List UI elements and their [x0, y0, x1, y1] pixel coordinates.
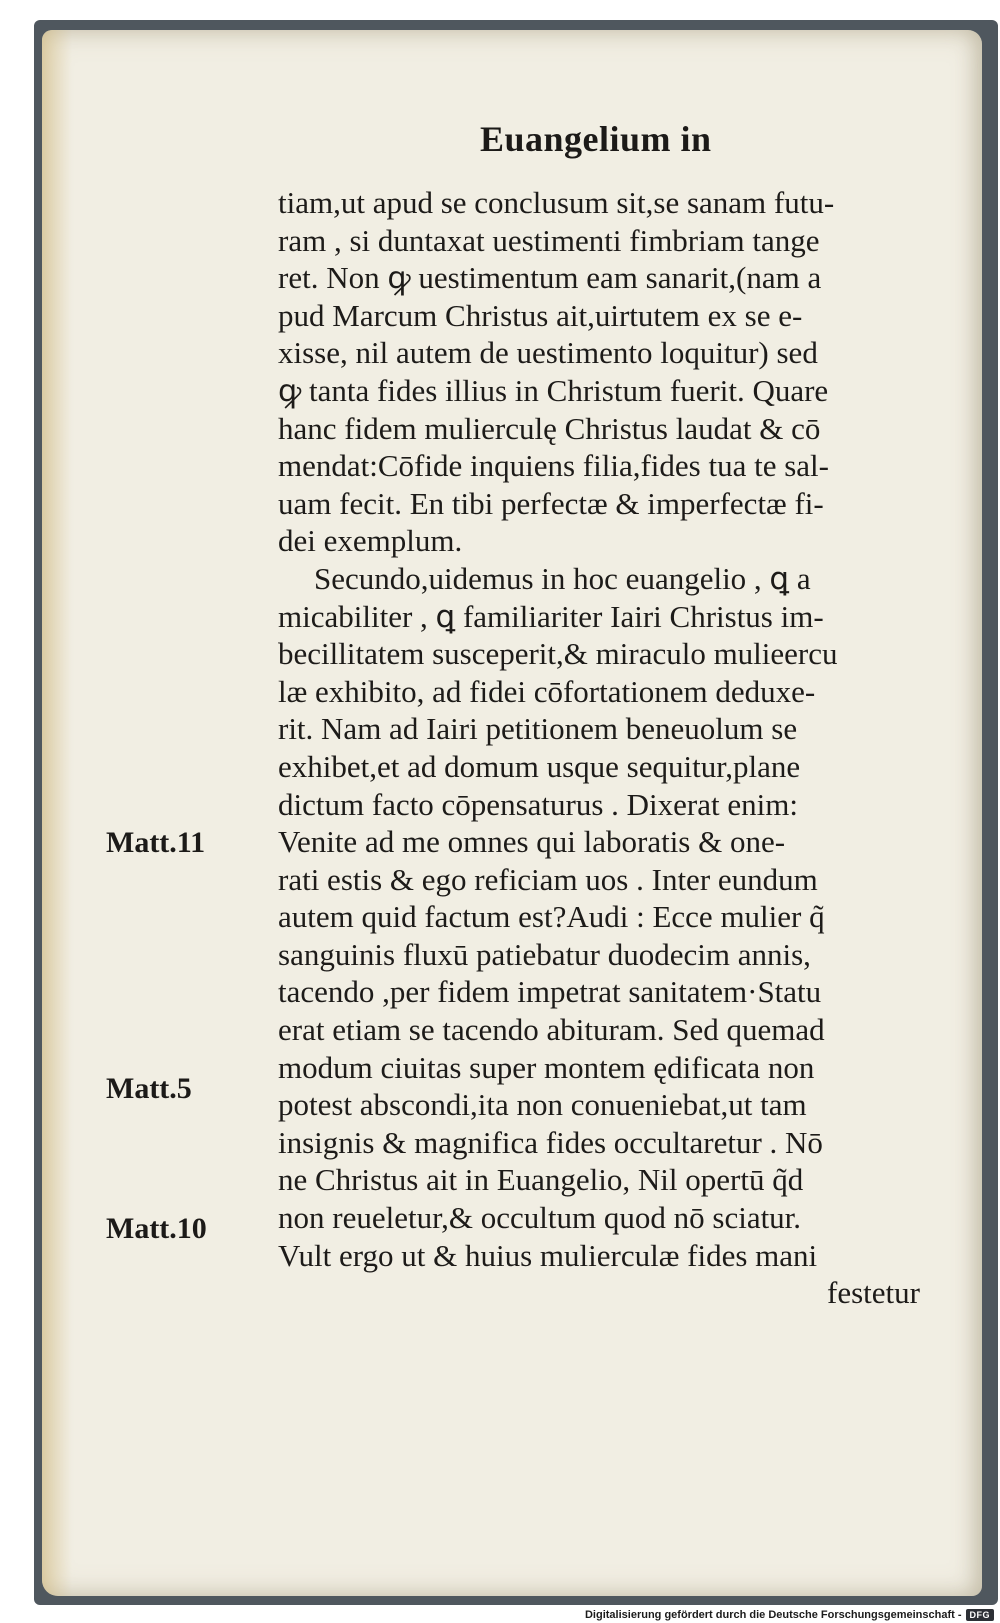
- text-line: tiam,ut apud se conclusum sit,se sanam futu-: [278, 185, 835, 220]
- footer-credit: [585, 1609, 994, 1621]
- text-line: xisse, nil autem de uestimento loquitur) sed: [278, 335, 818, 371]
- text-line: rati estis & ego reficiam uos . Inter eundum: [278, 861, 818, 897]
- text-line: insignis & magnifica fides occultaretur . Nō: [278, 1124, 823, 1160]
- text-line: pud Marcum Christus ait,uirtutem ex se e-: [278, 297, 803, 333]
- text-line: potest abscondi,ita non conueniebat,ut tam: [278, 1087, 807, 1123]
- text-line: rit. Nam ad Iairi petitionem beneuolum se: [278, 711, 798, 747]
- footer-text: Digitalisierung gefördert durch die Deutsche Forschungsgemeinschaft -: [584, 1609, 962, 1621]
- text-line: Venite ad me omnes qui laboratis & one-: [278, 824, 786, 860]
- text-line: erat etiam se tacendo abituram. Sed quemad: [278, 1012, 825, 1048]
- running-title: Euangelium in: [480, 119, 712, 159]
- marginal-note: Matt.11: [106, 826, 206, 859]
- text-line: uam fecit. En tibi perfectæ & imperfectæ fi-: [278, 485, 824, 521]
- text-line: modum ciuitas super montem ędificata non: [278, 1049, 815, 1085]
- text-line: non reueletur,& occultum quod nō sciatur.: [278, 1200, 802, 1236]
- text-line: ꝙ tanta fides illius in Christum fuerit. Quare: [278, 372, 829, 408]
- text-line: Vult ergo ut & huius mulierculæ fides mani: [278, 1237, 818, 1273]
- text-line: mendat:Cōfide inquiens filia,fides tua te sal-: [278, 448, 829, 484]
- text-line: dictum facto cōpensaturus . Dixerat enim:: [278, 786, 798, 822]
- text-line: læ exhibito, ad fidei cōfortationem deduxe-: [278, 673, 816, 709]
- text-line: ret. Non ꝙ uestimentum eam sanarit,(nam a: [278, 260, 822, 296]
- text-line: ne Christus ait in Euangelio, Nil opertū q̃d: [278, 1162, 804, 1198]
- text-line: dei exemplum.: [278, 523, 463, 559]
- text-line: exhibet,et ad domum usque sequitur,plane: [278, 748, 801, 784]
- marginal-note: Matt.5: [106, 1072, 192, 1105]
- body-text: [278, 184, 928, 1312]
- text-line: becillitatem susceperit,& miraculo mulieercu: [278, 636, 838, 672]
- text-line: ram , si duntaxat uestimenti fimbriam tange: [278, 222, 820, 258]
- dfg-logo-icon: DFG: [966, 1609, 995, 1621]
- text-line: hanc fidem mulierculę Christus laudat & cō: [278, 410, 821, 446]
- text-line: tacendo ,per fidem impetrat sanitatem·Statu: [278, 974, 822, 1010]
- text-line: sanguinis fluxū patiebatur duodecim annis,: [278, 936, 811, 972]
- text-line: Secundo,uidemus in hoc euangelio , ꝗ a: [314, 560, 811, 596]
- text-line: micabiliter , ꝗ familiariter Iairi Christus im-: [278, 598, 824, 634]
- text-line: autem quid factum est?Audi : Ecce mulier q̃: [278, 899, 825, 935]
- marginal-note: Matt.10: [106, 1212, 207, 1245]
- catchword: festetur: [827, 1275, 920, 1311]
